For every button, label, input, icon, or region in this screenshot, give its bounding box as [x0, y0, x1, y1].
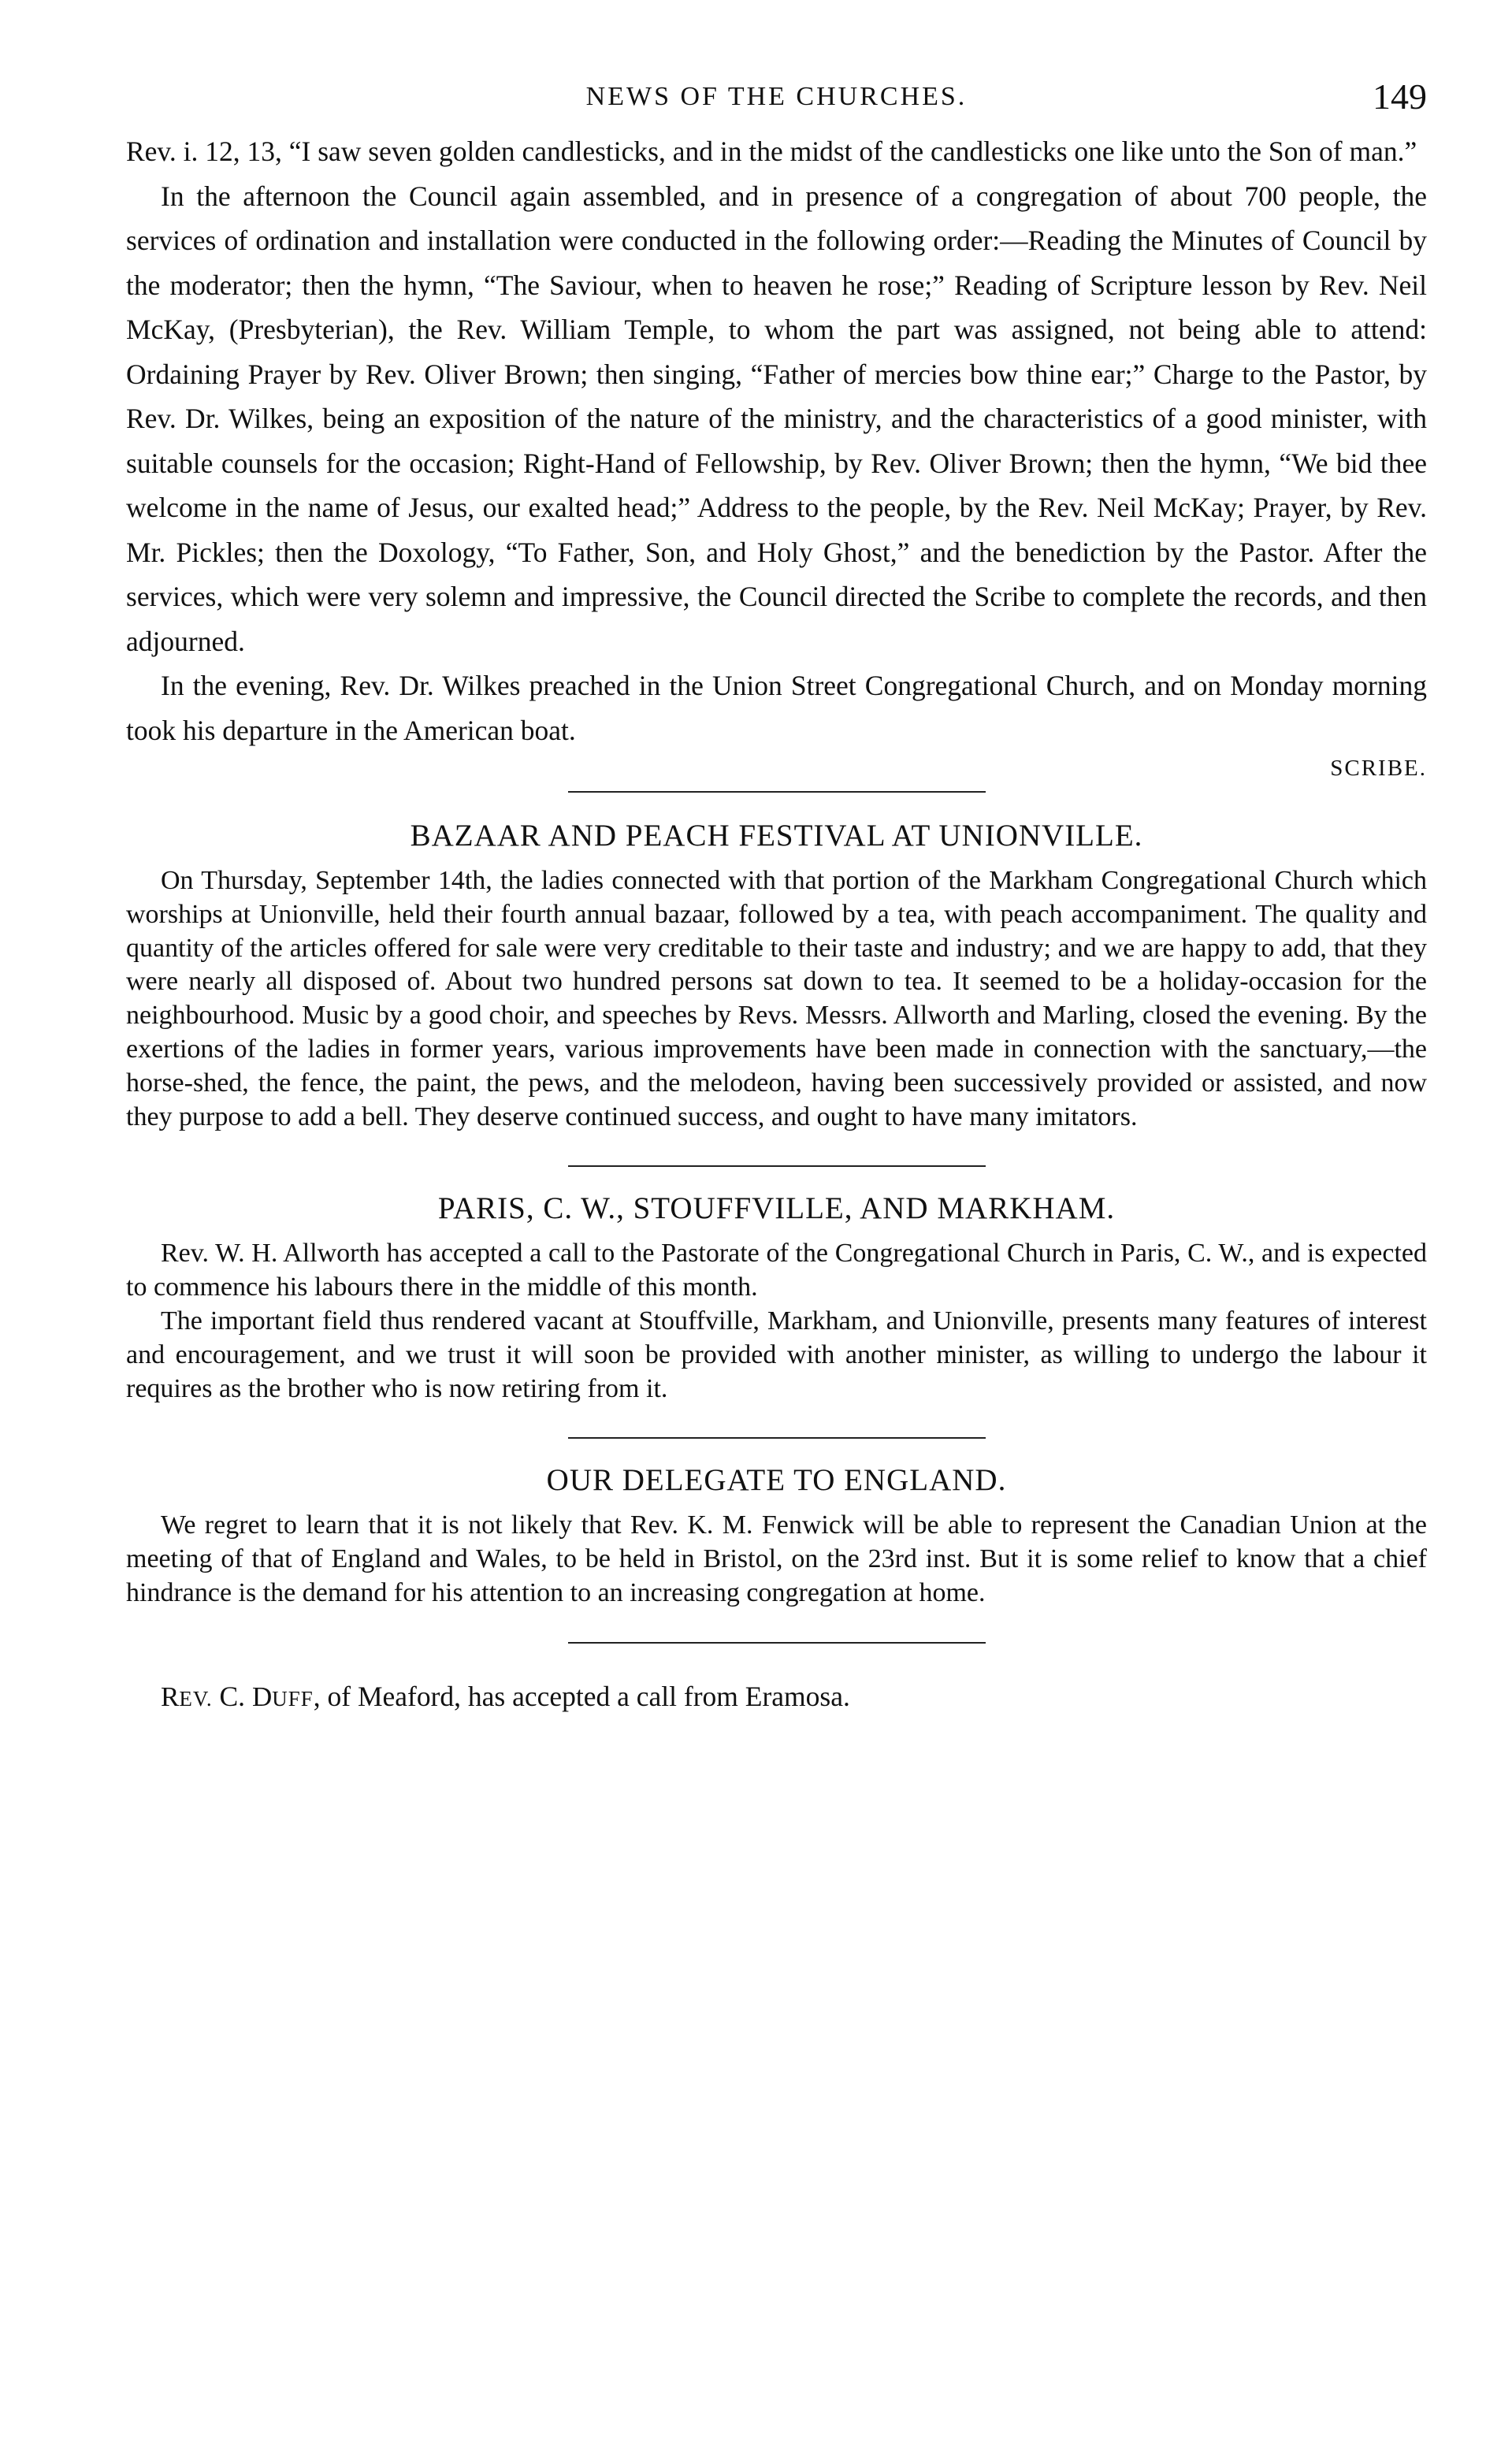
bazaar-heading: BAZAAR AND PEACH FESTIVAL AT UNIONVILLE. — [410, 819, 1143, 853]
duff-notice — [126, 1677, 1427, 1718]
divider-rule — [568, 791, 986, 793]
council-services-paragraph: In the afternoon the Council again assembled, and in presence of a congregation of about 700 people, the services of ordination and installation were conducted in the following order:—Reading the Minutes of Council by the moderator; then the hymn, “The Saviour, when to heaven he rose;” Reading of Scripture lesson by Rev. Neil McKay, (Presbyterian), the Rev. William Temple, to whom the part was assigned, not being able to attend: Ordaining Prayer by Rev. Oliver Brown; then singing, “Father of mercies bow thine ear;” Charge to the Pastor, by Rev. Dr. Wilkes, being an exposition of the nature of the ministry, and the characteristics of a good minister, with suitable counsels for the occasion; Right-Hand of Fellowship, by Rev. Oliver Brown; then the hymn, “We bid thee welcome in the name of Jesus, our exalted head;” Address to the people, by the Rev. Neil McKay; Prayer, by Rev. Mr. Pickles; then the Doxology, “To Father, Son, and Holy Ghost,” and the benediction by the Pastor. After the services, which were very solemn and impressive, the Council directed the Scribe to complete the records, and then adjourned. — [126, 180, 1427, 657]
scribe-signature: SCRIBE. — [1330, 756, 1427, 781]
running-title: NEWS OF THE CHURCHES. — [585, 82, 968, 111]
delegate-article — [126, 1509, 1427, 1610]
duff-initial: D — [251, 1681, 273, 1712]
paris-heading: PARIS, C. W., STOUFFVILLE, AND MARKHAM. — [437, 1191, 1116, 1226]
duff-notice-text: , of Meaford, has accepted a call from Eramosa. — [313, 1680, 850, 1712]
paris-article — [126, 1237, 1427, 1406]
ordination-report — [126, 129, 1427, 782]
scripture-quote-paragraph: Rev. i. 12, 13, “I saw seven golden candlesticks, and in the midst of the candlesticks one like unto the Son of man.” — [126, 136, 1417, 167]
bazaar-paragraph: On Thursday, September 14th, the ladies connected with that portion of the Markham Congregational Church which worships at Unionville, held their fourth annual bazaar, followed by a tea, with peach accompaniment. The quality and quantity of the articles offered for sale were very creditable to their taste and industry; and we are happy to add, that they were nearly all disposed of. About two hundred persons sat down to tea. It seemed to be a holiday-occasion for the neighbourhood. Music by a good choir, and speeches by Revs. Messrs. Allworth and Marling, closed the evening. By the exertions of the ladies in former years, various improvements have been made in connection with the sanctuary,—the horse-shed, the fence, the paint, the pews, and the melodeon, having been successively provided or assisted, and now they purpose to add a bell. They deserve continued success, and ought to have many imitators. — [126, 866, 1427, 1131]
divider-rule — [568, 1165, 986, 1167]
divider-rule — [568, 1642, 986, 1644]
rev-initial: R — [161, 1681, 180, 1712]
divider-rule — [568, 1437, 986, 1439]
rev-rest: EV. — [179, 1686, 213, 1711]
c-initial: C. — [212, 1680, 252, 1712]
duff-rest: UFF — [272, 1686, 314, 1711]
delegate-heading: OUR DELEGATE TO ENGLAND. — [546, 1463, 1007, 1498]
vacant-field-paragraph: The important field thus rendered vacant at Stouffville, Markham, and Unionville, presents many features of interest and encouragement, and we trust it will soon be provided with another minister, as willing to undergo the labour it requires as the brother who is now retiring from it. — [126, 1306, 1427, 1403]
allworth-call-paragraph: Rev. W. H. Allworth has accepted a call to the Pastorate of the Congregational Church in Paris, C. W., and is expected to commence his labours there in the middle of this month. — [126, 1239, 1427, 1302]
bazaar-article — [126, 864, 1427, 1134]
page-header — [126, 76, 1427, 126]
page-number: 149 — [1373, 76, 1427, 117]
evening-sermon-paragraph: In the evening, Rev. Dr. Wilkes preached in the Union Street Congregational Church, and on Monday morning took his departure in the American boat. — [126, 670, 1427, 746]
delegate-paragraph: We regret to learn that it is not likely that Rev. K. M. Fenwick will be able to represent the Canadian Union at the meeting of that of England and Wales, to be held in Bristol, on the 23rd inst. But it is some relief to know that a chief hindrance is the demand for his attention to an increasing congregation at home. — [126, 1510, 1427, 1607]
